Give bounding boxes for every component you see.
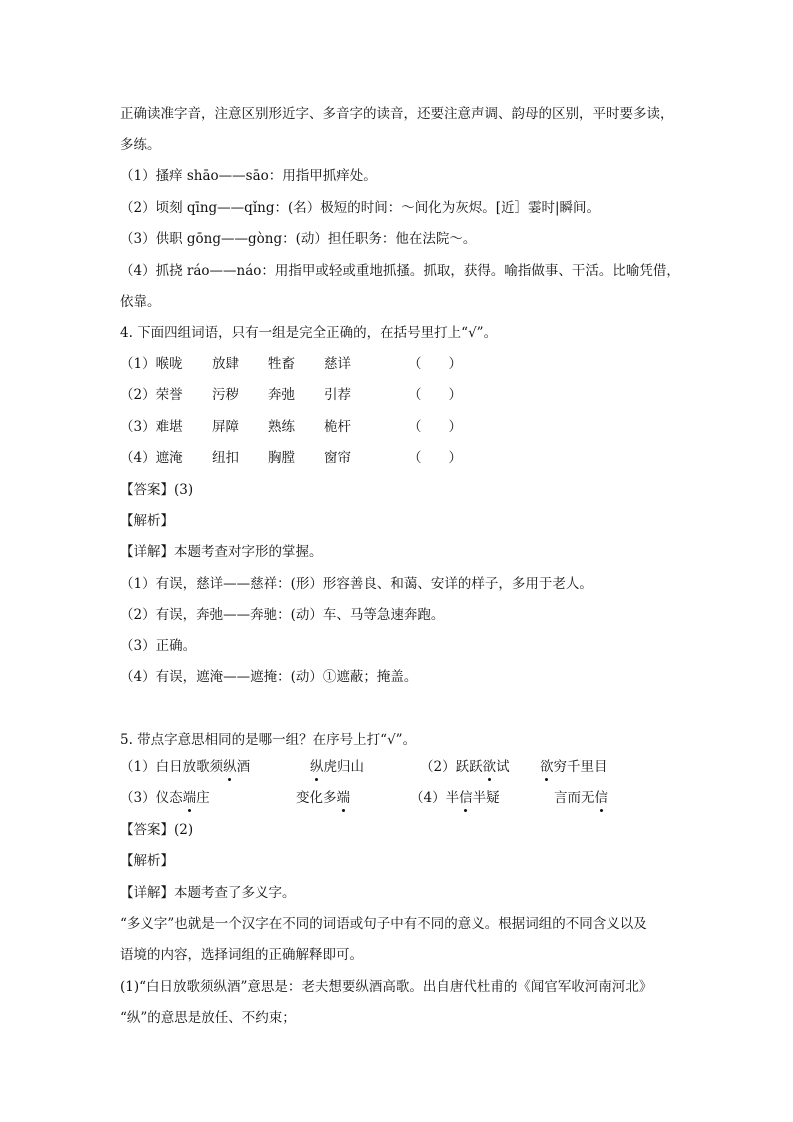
word: 熟练	[268, 419, 295, 435]
paragraph-line: 语境的内容，选择词组的正确解释即可。	[120, 947, 363, 963]
word: 胸膛	[268, 450, 295, 466]
pinyin-item: （1）搔痒 shāo——sāo：用指甲抓痒处。	[120, 168, 377, 184]
dotted-word-phrase: （4）半信半疑	[410, 790, 500, 806]
word: 奔弛	[268, 387, 295, 403]
word-group-number: （2）荣誉	[120, 387, 183, 403]
answer-bracket: （ ）	[408, 356, 462, 372]
word-group-number: （4）遮淹	[120, 450, 183, 466]
paragraph-line: “多义字”也就是一个汉字在不同的词语或句子中有不同的意义。根据词组的不同含义以及	[120, 916, 647, 932]
word-group-row	[120, 385, 680, 405]
question-5: 5. 带点字意思相同的是哪一组？在序号上打“√”。	[120, 732, 417, 748]
emphasis-dot-char: 信	[459, 790, 473, 806]
explanation-line: “纵”的意思是放任、不约束；	[120, 1010, 296, 1026]
word-group-row	[120, 448, 680, 468]
emphasis-dot-char: 端	[336, 790, 350, 806]
word-group-number: （3）难堪	[120, 419, 183, 435]
dotted-word-phrase: （2）跃跃欲试	[420, 759, 510, 775]
intro-line: 多练。	[120, 137, 161, 153]
word-group-number: （1）喉咙	[120, 356, 183, 372]
detail-label: 【详解】本题考查对字形的掌握。	[120, 544, 323, 560]
explanation-line: (1)“白日放歌须纵酒”意思是：老夫想要纵酒高歌。出自唐代杜甫的《闻官军收河南河北》	[120, 979, 653, 995]
analysis-label: 【解析】	[120, 513, 174, 529]
word: 屏障	[212, 419, 239, 435]
explanation-point: （3）正确。	[120, 638, 197, 654]
pinyin-item: （2）顷刻 qīng——qǐng：(名）极短的时间：～间化为灰烬。[近］霎时|瞬间。	[120, 200, 601, 216]
intro-line: 正确读准字音，注意区别形近字、多音字的读音，还要注意声调、韵母的区别，平时要多读，	[120, 106, 674, 122]
emphasis-dot-char: 纵	[223, 759, 237, 775]
dotted-word-phrase: 纵虎归山	[310, 759, 364, 775]
word: 纽扣	[212, 450, 239, 466]
word-group-row	[120, 354, 680, 374]
pinyin-item: 依靠。	[120, 294, 161, 310]
answer-bracket: （ ）	[408, 450, 462, 466]
emphasis-dot-char: 欲	[482, 759, 497, 775]
emphasis-dot-char: 纵	[310, 759, 324, 775]
question-4: 4. 下面四组词语，只有一组是完全正确的，在括号里打上“√”。	[120, 325, 498, 341]
dotted-word-phrase: 言而无信	[554, 790, 608, 806]
dotted-word-phrase: 欲穷千里目	[540, 759, 608, 775]
word-group-row	[120, 417, 680, 437]
dotted-word-row	[120, 757, 680, 777]
explanation-point: （1）有误，慈详——慈祥：(形）形容善良、和蔼、安详的样子，多用于老人。	[120, 576, 593, 592]
dotted-word-phrase: （1）白日放歌须纵酒	[120, 759, 251, 775]
answer-label: 【答案】(3)	[120, 482, 194, 498]
answer-bracket: （ ）	[408, 419, 462, 435]
answer-bracket: （ ）	[408, 387, 462, 403]
explanation-point: （2）有误，奔弛——奔驰：(动）车、马等急速奔跑。	[120, 607, 445, 623]
dotted-word-phrase: （3）仪态端庄	[120, 790, 210, 806]
pinyin-item: （3）供职 gōng——gòng：(动）担任职务：他在法院～。	[120, 231, 477, 247]
dotted-word-row	[120, 788, 680, 808]
word: 放肆	[212, 356, 239, 372]
pinyin-item: （4）抓挠 ráo——náo：用指甲或轻或重地抓搔。抓取，获得。喻指做事、干活。比喻凭借，	[120, 263, 680, 279]
word: 引荐	[324, 387, 351, 403]
answer-label: 【答案】(2)	[120, 822, 194, 838]
explanation-point: （4）有误，遮淹——遮掩：(动）①遮蔽；掩盖。	[120, 669, 418, 685]
analysis-label: 【解析】	[120, 853, 174, 869]
emphasis-dot-char: 欲	[540, 759, 554, 775]
word: 窗帘	[324, 450, 351, 466]
emphasis-dot-char: 信	[594, 790, 608, 806]
word: 桅杆	[324, 419, 351, 435]
detail-label: 【详解】本题考查了多义字。	[120, 885, 296, 901]
emphasis-dot-char: 端	[182, 790, 197, 806]
word: 牲畜	[268, 356, 295, 372]
dotted-word-phrase: 变化多端	[296, 790, 350, 806]
word: 污秽	[212, 387, 239, 403]
word: 慈详	[324, 356, 351, 372]
